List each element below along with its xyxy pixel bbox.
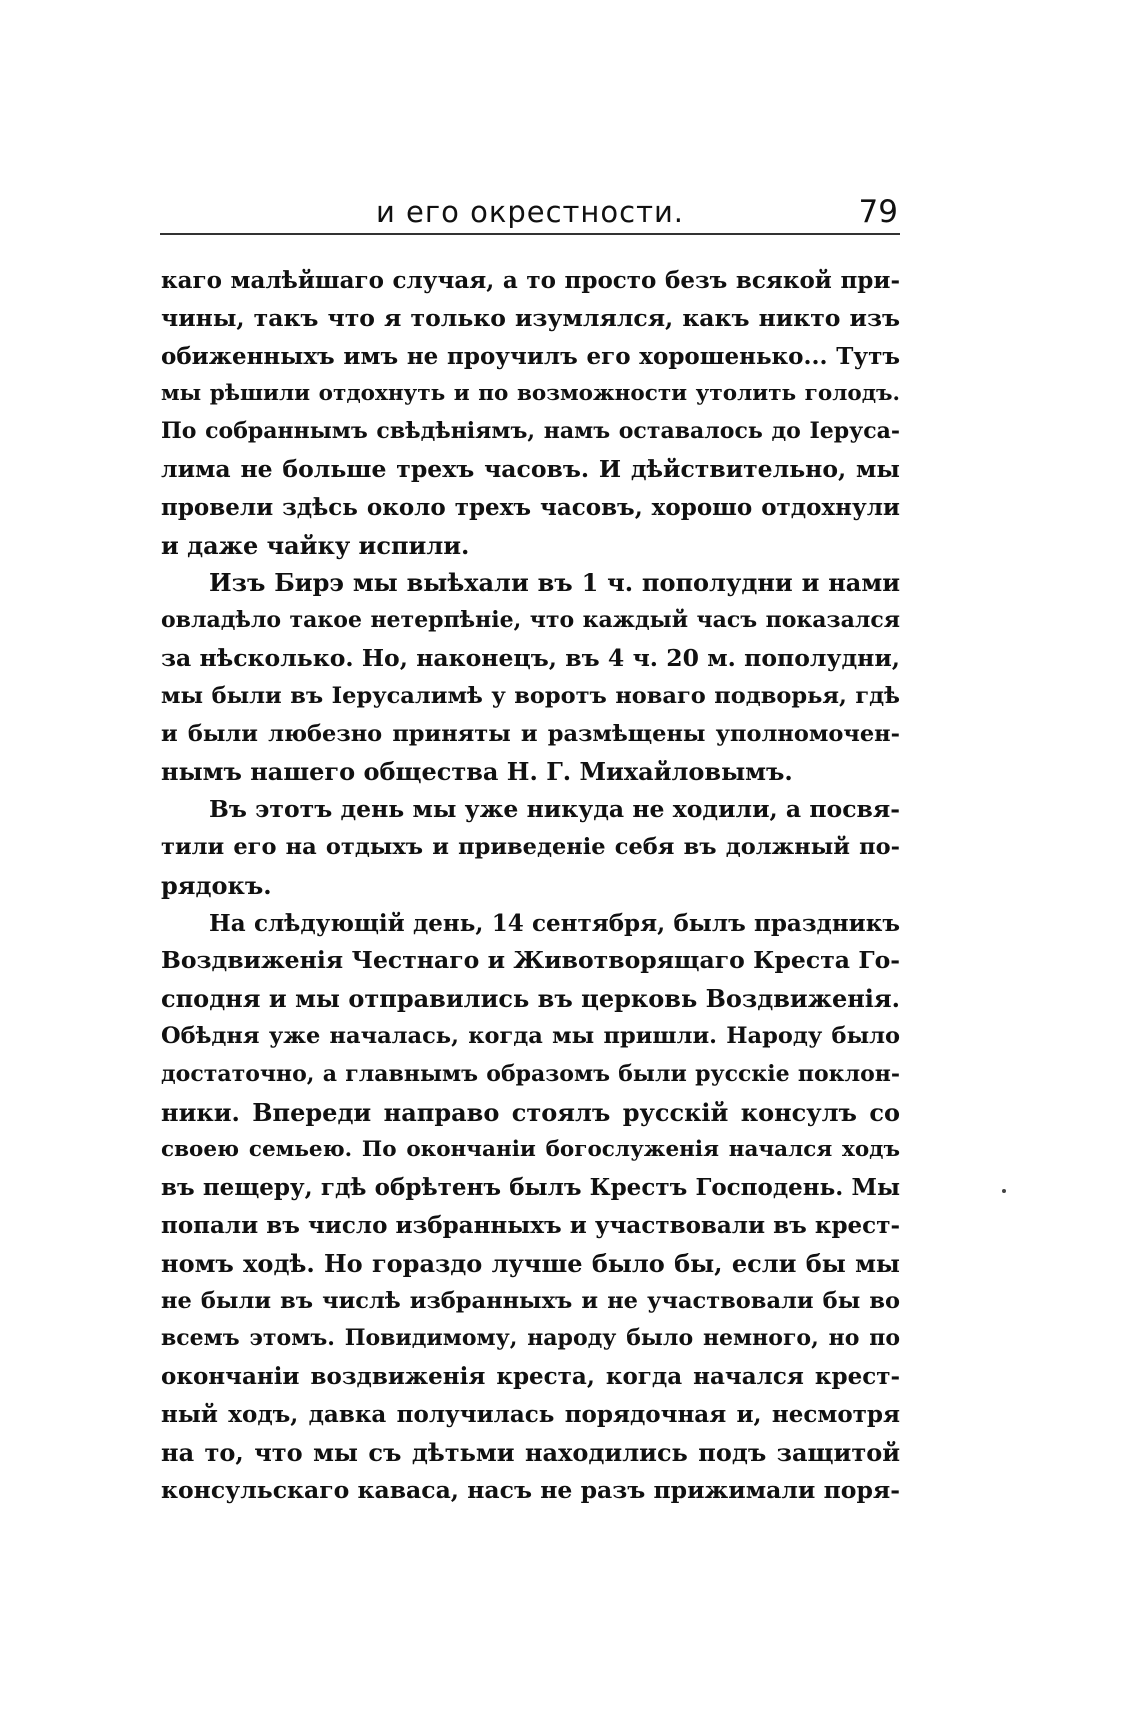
text-line: нымъ нашего общества Н. Г. Михайловымъ. xyxy=(161,757,793,787)
header-rule xyxy=(160,233,900,235)
text-line: обиженныхъ имъ не проучилъ его хорошенько... Тутъ xyxy=(161,342,900,370)
text-line: Изъ Бирэ мы выѣхали въ 1 ч. пополудни и нами xyxy=(209,568,900,598)
text-line: ный ходъ, давка получилась порядочная и, несмотря xyxy=(161,1400,900,1428)
text-line: мы были въ Іерусалимѣ у воротъ новаго подворья, гдѣ xyxy=(161,682,900,709)
text-line: консульскаго каваса, насъ не разъ прижимали поря- xyxy=(161,1475,900,1504)
text-line: ники. Впереди направо стоялъ русскій консулъ со xyxy=(161,1097,900,1127)
text-line: своею семьею. По окончаніи богослуженія начался ходъ xyxy=(161,1137,900,1163)
running-title: и его окрестности. xyxy=(375,195,685,229)
text-line: По собраннымъ свѣдѣніямъ, намъ оставалось до Іеруса- xyxy=(161,418,900,445)
text-line: окончаніи воздвиженія креста, когда начался крест- xyxy=(161,1363,900,1391)
text-line: каго малѣйшаго случая, а то просто безъ всякой при- xyxy=(161,267,900,294)
text-line: не были въ числѣ избранныхъ и не участвовали бы во xyxy=(161,1287,900,1314)
body-text xyxy=(161,262,900,1509)
text-line: рядокъ. xyxy=(161,870,272,900)
page-number: 79 xyxy=(858,194,898,230)
text-line: въ пещеру, гдѣ обрѣтенъ былъ Крестъ Господень. Мы xyxy=(161,1174,900,1202)
running-head xyxy=(160,192,900,232)
text-line: Въ этотъ день мы уже никуда не ходили, а посвя- xyxy=(209,795,900,824)
text-line: достаточно, а главнымъ образомъ были русскіе поклон- xyxy=(161,1060,900,1087)
text-line: Воздвиженія Честнаго и Животворящаго Креста Го- xyxy=(161,946,900,975)
text-line: овладѣло такое нетерпѣніе, что каждый часъ показался xyxy=(161,607,900,634)
text-line: На слѣдующій день, 14 сентября, былъ праздникъ xyxy=(209,909,900,937)
text-line: попали въ число избранныхъ и участвовали въ крест- xyxy=(161,1211,900,1239)
text-line: на то, что мы съ дѣтьми находились подъ защитой xyxy=(161,1437,900,1467)
text-line: лима не больше трехъ часовъ. И дѣйствительно, мы xyxy=(161,454,900,483)
text-line: чины, такъ что я только изумлялся, какъ никто изъ xyxy=(161,303,900,332)
text-line: тили его на отдыхъ и приведеніе себя въ должный по- xyxy=(161,833,900,860)
text-line: и были любезно приняты и размѣщены уполномочен- xyxy=(161,720,900,747)
text-line: и даже чайку испили. xyxy=(161,530,470,560)
text-line: Обѣдня уже началась, когда мы пришли. Народу было xyxy=(161,1022,900,1049)
text-line: за нѣсколько. Но, наконецъ, въ 4 ч. 20 м. пополудни, xyxy=(161,643,900,672)
text-line: всемъ этомъ. Повидимому, народу было немного, но по xyxy=(161,1325,900,1352)
text-line: номъ ходѣ. Но гораздо лучше было бы, если бы мы xyxy=(161,1248,900,1278)
text-line: сподня и мы отправились въ церковь Воздвиженія. xyxy=(161,984,900,1014)
text-line: провели здѣсь около трехъ часовъ, хорошо отдохнули xyxy=(161,493,900,521)
text-line: мы рѣшили отдохнуть и по возможности утолить голодъ. xyxy=(161,381,900,407)
ink-speck xyxy=(1002,1189,1006,1193)
